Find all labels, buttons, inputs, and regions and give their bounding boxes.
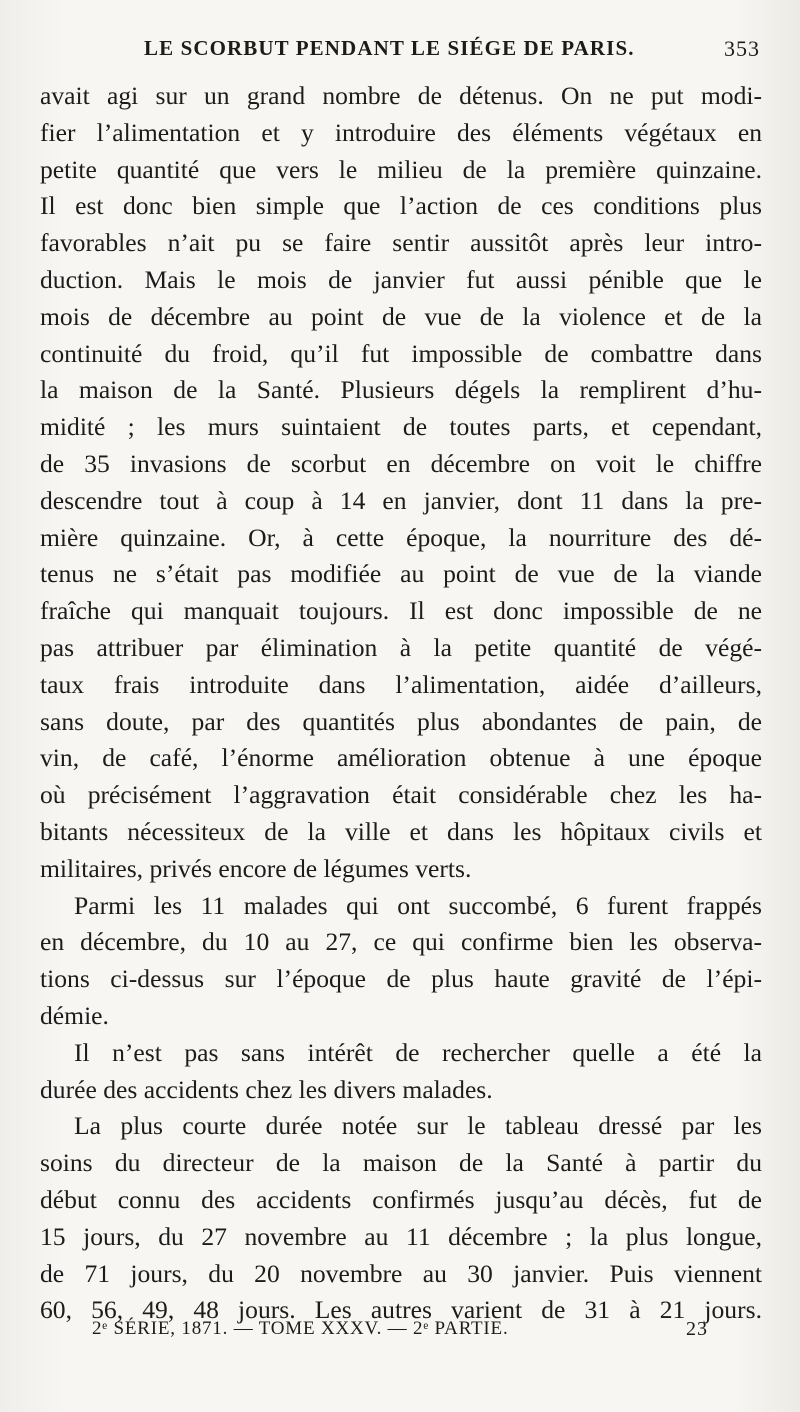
text-line: mière quinzaine. Or, à cette époque, la nourriture des dé-	[40, 522, 762, 552]
text-line: tions ci-dessus sur l’époque de plus haute gravité de l’épi-	[40, 964, 762, 994]
running-title: LE SCORBUT PENDANT LE SIÉGE DE PARIS.	[144, 36, 635, 60]
text-line: où précisément l’aggravation était considérable chez les ha-	[40, 780, 762, 810]
series-footer: 2ᵉ SÉRIE, 1871. — TOME XXXV. — 2ᵉ PARTIE.	[92, 1318, 509, 1339]
text-line: 60, 56, 49, 48 jours. Les autres varient de 31 à 21 jours.	[40, 1295, 762, 1325]
paragraph-start-line: Il n’est pas sans intérêt de rechercher quelle a été la	[74, 1037, 762, 1067]
paragraph-start-line: La plus courte durée notée sur le tableau dressé par les	[74, 1111, 762, 1141]
text-line: tenus ne s’était pas modifiée au point de vue de la viande	[40, 559, 762, 589]
text-line: duction. Mais le mois de janvier fut aussi pénible que le	[40, 264, 762, 294]
page-number: 353	[724, 36, 760, 61]
text-line: fier l’alimentation et y introduire des éléments végétaux en	[40, 117, 762, 147]
running-head	[38, 36, 762, 70]
text-line: mois de décembre au point de vue de la violence et de la	[40, 301, 762, 331]
text-line: midité ; les murs suintaient de toutes parts, et cependant,	[40, 412, 762, 442]
text-line: de 35 invasions de scorbut en décembre on voit le chiffre	[40, 448, 762, 478]
text-line: favorables n’ait pu se faire sentir aussitôt après leur intro-	[40, 228, 762, 258]
text-line: bitants nécessiteux de la ville et dans les hôpitaux civils et	[40, 816, 762, 846]
text-line: début connu des accidents confirmés jusqu’au décès, fut de	[40, 1184, 762, 1214]
text-line: descendre tout à coup à 14 en janvier, dont 11 dans la pre-	[40, 485, 762, 515]
text-line: pas attribuer par élimination à la petite quantité de végé-	[40, 632, 762, 662]
body-text	[40, 78, 762, 1329]
page-footer	[92, 1318, 708, 1348]
paragraph-start-line: Parmi les 11 malades qui ont succombé, 6 furent frappés	[74, 890, 762, 920]
text-line: en décembre, du 10 au 27, ce qui confirme bien les observa-	[40, 927, 762, 957]
text-line: avait agi sur un grand nombre de détenus. On ne put modi-	[40, 81, 762, 110]
text-line: de 71 jours, du 20 novembre au 30 janvier. Puis viennent	[40, 1258, 762, 1288]
text-line: petite quantité que vers le milieu de la première quinzaine.	[40, 154, 762, 184]
text-line: taux frais introduite dans l’alimentation, aidée d’ailleurs,	[40, 669, 762, 699]
text-line: 15 jours, du 27 novembre au 11 décembre ; la plus longue,	[40, 1221, 762, 1251]
paragraph-end-line: démie.	[40, 1000, 109, 1030]
text-line: continuité du froid, qu’il fut impossible de combattre dans	[40, 338, 762, 368]
paragraph-end-line: militaires, privés encore de légumes verts.	[40, 853, 472, 883]
text-line: sans doute, par des quantités plus abondantes de pain, de	[40, 706, 762, 736]
text-line: soins du directeur de la maison de la Santé à partir du	[40, 1148, 762, 1178]
text-line: vin, de café, l’énorme amélioration obtenue à une époque	[40, 743, 762, 773]
text-line: la maison de la Santé. Plusieurs dégels la remplirent d’hu-	[40, 375, 762, 405]
text-line: fraîche qui manquait toujours. Il est donc impossible de ne	[40, 596, 762, 626]
signature-mark: 23	[686, 1318, 708, 1340]
text-line: Il est donc bien simple que l’action de ces conditions plus	[40, 191, 762, 221]
paragraph-end-line: durée des accidents chez les divers malades.	[40, 1074, 493, 1104]
